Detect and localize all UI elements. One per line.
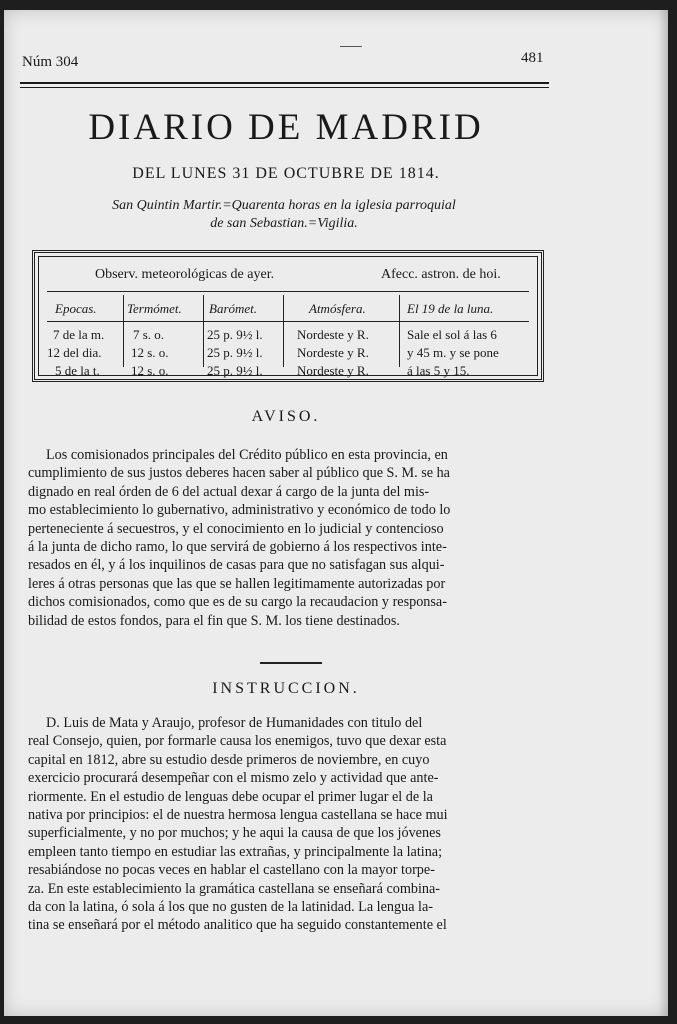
column-divider [203,295,204,367]
row-thermometer: 12 s. o. [131,345,169,360]
weather-heading: Observ. meteorológicas de ayer. [95,267,275,282]
header-rule-thick [20,82,549,84]
column-header: Barómet. [209,301,258,316]
issue-number: Núm 304 [22,54,79,70]
newspaper-page [4,10,668,1016]
section-divider [260,662,322,664]
aviso-line: leres á otras personas que las que se hallen legitimamente autorizadas por [28,575,446,592]
row-barometer: 25 p. 9½ l. [207,327,263,342]
row-atmosphere: Nordeste y R. [297,363,369,378]
row-epoca: 7 de la m. [53,327,105,342]
header-rule-thin [20,87,549,88]
row-atmosphere: Nordeste y R. [297,327,369,342]
page-number: 481 [521,50,544,66]
instruccion-line: tina se enseñará por el método analitico que ha seguido constantemente el [28,917,447,934]
instruccion-line: resabiándose no pocas veces en hablar el castellano con la mayor torpe- [28,862,435,879]
aviso-line: dignado en real órden de 6 del actual dexar á cargo de la junta del mis- [28,483,430,500]
aviso-line: perteneciente á secuestros, y el conocimiento en lo judicial y contencioso [28,520,444,537]
row-epoca: 12 del dia. [47,345,102,360]
aviso-line: bilidad de estos fondos, para el fin que S. M. los tiene destinados. [28,612,400,629]
aviso-line: resados en él, y á los inquilinos de casas para que no satisfagan sus alqui- [28,557,445,574]
instruccion-line: za. En este establecimiento la gramática castellana se enseñará combina- [28,880,441,897]
instruccion-line: empleen tanto tiempo en estudiar las extrañas, y principalmente la latina; [28,843,443,860]
astro-line: á las 5 y 15. [407,363,470,378]
row-atmosphere: Nordeste y R. [297,345,369,360]
row-thermometer: 12 s. o. [131,363,169,378]
aviso-line: mo establecimiento lo gubernativo, administrativo y económico de todo lo [28,502,451,519]
aviso-title: AVISO. [251,408,321,425]
instruccion-line: da con la latina, ó sola á los que no gusten de la latinidad. La lengua la- [28,899,434,916]
column-header: Epocas. [55,301,97,316]
instruccion-line: exercicio procurará desempeñar con el mismo zelo y actividad que ante- [28,770,439,787]
weather-table [32,250,544,382]
column-divider [123,295,124,367]
instruccion-body [28,714,562,935]
masthead-title: DIARIO DE MADRID [88,107,484,148]
saint-line-1: San Quintin Martir.=Quarenta horas en la iglesia parroquial [112,198,456,213]
saint-line-2: de san Sebastian.=Vigilia. [210,216,358,231]
column-divider [399,295,400,367]
instruccion-line: real Consejo, quien, por formarle causa los enemigos, tuvo que dexar esta [28,733,447,750]
instruccion-title: INSTRUCCION. [212,680,360,697]
row-barometer: 25 p. 9½ l. [207,345,263,360]
dateline: DEL LUNES 31 DE OCTUBRE DE 1814. [132,165,440,182]
instruccion-line: nativa por principios: el de nuestra hermosa lengua castellana se hace mui [28,807,448,824]
astro-line: Sale el sol á las 6 [407,327,497,342]
aviso-line: cumplimiento de sus justos deberes hacen saber al público que S. M. se ha [28,465,450,482]
row-thermometer: 7 s. o. [133,327,165,342]
table-rule [47,321,529,322]
astro-heading: Afecc. astron. de hoi. [381,267,501,282]
aviso-line: á la junta de dicho ramo, lo que servirá de gobierno á los respectivos inte- [28,539,447,556]
table-rule [47,291,529,292]
aviso-body [28,446,562,630]
column-header: Termómet. [127,301,182,316]
instruccion-line: riormente. En el estudio de lenguas debe ocupar el primer lugar el de la [28,788,433,805]
astro-line: y 45 m. y se pone [407,345,499,360]
row-barometer: 25 p. 9½ l. [207,363,263,378]
row-epoca: 5 de la t. [55,363,100,378]
top-dash [340,46,362,47]
instruccion-line: superficialmente, y no por muchos; y he aqui la causa de que los jóvenes [28,825,441,842]
instruccion-line: capital en 1812, abre su estudio desde primeros de noviembre, en cuyo [28,751,430,768]
column-header: El 19 de la luna. [407,301,494,316]
column-header: Atmósfera. [309,301,366,316]
instruccion-line: D. Luis de Mata y Araujo, profesor de Humanidades con titulo del [46,715,423,731]
aviso-line: dichos comisionados, como que es de su cargo la recaudacion y responsa- [28,594,447,611]
column-divider [283,295,284,367]
aviso-line: Los comisionados principales del Crédito público en esta provincia, en [46,447,448,463]
